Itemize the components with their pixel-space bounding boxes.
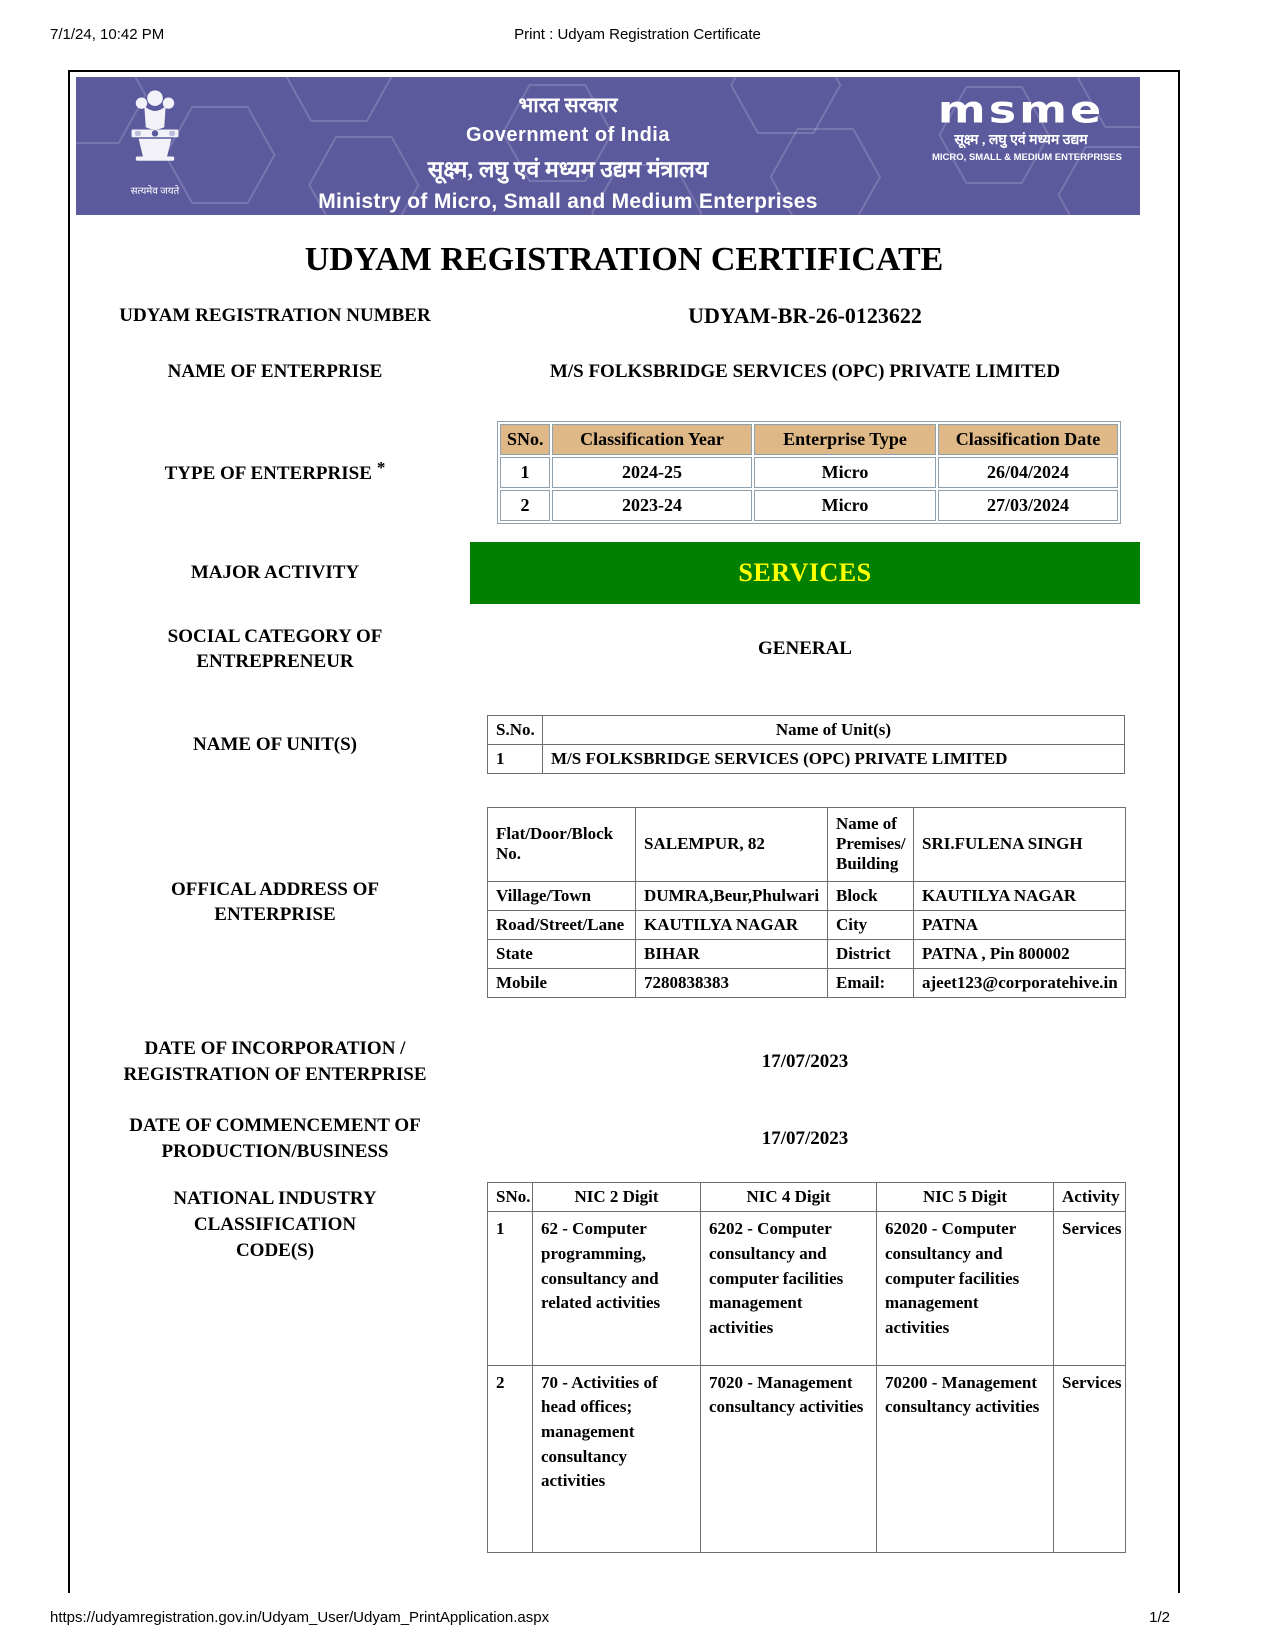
cell-label: State: [488, 939, 636, 968]
cell-sno: 1: [488, 744, 543, 773]
table-row: [488, 1212, 1126, 1365]
cell-value: BIHAR: [636, 939, 828, 968]
table-row: [500, 457, 1118, 488]
cell-value: PATNA , Pin 800002: [914, 939, 1126, 968]
ministry-banner: [76, 77, 1140, 215]
print-page-title: Print : Udyam Registration Certificate: [514, 26, 761, 43]
column-header: Classification Year: [552, 424, 752, 455]
nic-label: NATIONAL INDUSTRY CLASSIFICATION CODE(S): [173, 1188, 377, 1261]
cell-enterprise-type: Micro: [754, 457, 936, 488]
cell-date: 26/04/2024: [938, 457, 1118, 488]
emblem-motto: सत्यमेव जयते: [130, 186, 180, 197]
footer-page-number: 1/2: [1149, 1609, 1170, 1626]
enterprise-name-value: M/S FOLKSBRIDGE SERVICES (OPC) PRIVATE LIMITED: [549, 360, 1061, 382]
major-activity-banner: SERVICES: [470, 542, 1140, 604]
table-row: [500, 490, 1118, 521]
enterprise-type-table: [497, 421, 1121, 524]
table-row: [488, 1365, 1126, 1552]
units-row: [70, 715, 1178, 774]
column-header: Name of Unit(s): [543, 715, 1125, 744]
column-header: NIC 5 Digit: [877, 1183, 1054, 1212]
cell-nic5: 70200 - Management consultancy activities: [877, 1365, 1054, 1552]
social-category-row: [70, 624, 1178, 675]
table-row: [488, 910, 1126, 939]
column-header: SNo.: [488, 1183, 533, 1212]
commencement-date-row: [70, 1113, 1178, 1164]
major-activity-row: [70, 542, 1178, 604]
enterprise-name-row: [70, 359, 1178, 385]
cell-label: Block: [828, 881, 914, 910]
cell-value: SALEMPUR, 82: [636, 807, 828, 881]
cell-label: City: [828, 910, 914, 939]
msme-logo-english-line: MICRO, SMALL & MEDIUM ENTERPRISES: [932, 152, 1122, 164]
cell-nic2: 62 - Computer programming, consultancy and related activities: [533, 1212, 701, 1365]
column-header: NIC 4 Digit: [701, 1183, 877, 1212]
column-header: Classification Date: [938, 424, 1118, 455]
footer-url: https://udyamregistration.gov.in/Udyam_User/Udyam_PrintApplication.aspx: [50, 1609, 550, 1626]
units-table: [487, 715, 1125, 774]
units-label: NAME OF UNIT(S): [193, 733, 357, 755]
cell-value: 7280838383: [636, 968, 828, 997]
cell-value: DUMRA,Beur,Phulwari: [636, 881, 828, 910]
table-row: [488, 744, 1125, 773]
cell-label: Mobile: [488, 968, 636, 997]
enterprise-type-label: TYPE OF ENTERPRISE *: [164, 458, 386, 485]
column-header: Enterprise Type: [754, 424, 936, 455]
cell-value: SRI.FULENA SINGH: [914, 807, 1126, 881]
social-category-label: SOCIAL CATEGORY OF ENTREPRENEUR: [167, 625, 383, 673]
incorporation-date-row: [70, 1036, 1178, 1087]
cell-label: Name of Premises/ Building: [828, 807, 914, 881]
column-header: S.No.: [488, 715, 543, 744]
cell-nic2: 70 - Activities of head offices; management consultancy activities: [533, 1365, 701, 1552]
print-datetime: 7/1/24, 10:42 PM: [50, 26, 165, 43]
msme-logo-wordmark: msme: [937, 87, 1105, 132]
banner-text-block: [276, 91, 860, 214]
cell-label: Flat/Door/Block No.: [488, 807, 636, 881]
urn-value: UDYAM-BR-26-0123622: [688, 303, 922, 328]
certificate-title: UDYAM REGISTRATION CERTIFICATE: [304, 241, 944, 278]
column-header: NIC 2 Digit: [533, 1183, 701, 1212]
social-category-value: GENERAL: [758, 638, 852, 660]
urn-row: [70, 303, 1178, 329]
cell-label: Email:: [828, 968, 914, 997]
ministry-name-english: Ministry of Micro, Small and Medium Enterprises: [318, 190, 818, 213]
commencement-date-label: DATE OF COMMENCEMENT OF PRODUCTION/BUSINESS: [129, 1115, 421, 1162]
cell-unit-name: M/S FOLKSBRIDGE SERVICES (OPC) PRIVATE LIMITED: [543, 744, 1125, 773]
urn-label: UDYAM REGISTRATION NUMBER: [119, 305, 431, 327]
government-of-india-english: Government of India: [466, 124, 670, 146]
enterprise-name-label: NAME OF ENTERPRISE: [167, 361, 383, 382]
cell-nic4: 7020 - Management consultancy activities: [701, 1365, 877, 1552]
cell-label: Road/Street/Lane: [488, 910, 636, 939]
cell-value: KAUTILYA NAGAR: [914, 881, 1126, 910]
table-header-row: [488, 1183, 1126, 1212]
address-label: OFFICAL ADDRESS OF ENTERPRISE: [171, 878, 379, 926]
commencement-date-value: 17/07/2023: [761, 1127, 849, 1149]
major-activity-label: MAJOR ACTIVITY: [190, 561, 360, 583]
table-row: [488, 881, 1126, 910]
cell-sno: 2: [488, 1365, 533, 1552]
emblem-of-india: [116, 85, 194, 207]
table-row: [488, 968, 1126, 997]
lion-capital-icon: [123, 85, 187, 181]
cell-nic4: 6202 - Computer consultancy and computer facilities management activities: [701, 1212, 877, 1365]
incorporation-date-value: 17/07/2023: [761, 1050, 849, 1072]
cell-value: PATNA: [914, 910, 1126, 939]
msme-logo: [932, 87, 1122, 164]
cell-sno: 1: [500, 457, 550, 488]
cell-sno: 1: [488, 1212, 533, 1365]
enterprise-type-row: [70, 421, 1178, 524]
table-row: [488, 939, 1126, 968]
table-header-row: [500, 424, 1118, 455]
cell-date: 27/03/2024: [938, 490, 1118, 521]
table-header-row: [488, 715, 1125, 744]
cell-sno: 2: [500, 490, 550, 521]
ministry-name-hindi: सूक्ष्म, लघु एवं मध्यम उद्यम मंत्रालय: [427, 157, 709, 182]
address-row: [70, 807, 1178, 998]
cell-value: ajeet123@corporatehive.in: [914, 968, 1126, 997]
asterisk-marker: *: [376, 458, 386, 478]
column-header: Activity: [1054, 1183, 1126, 1212]
cell-enterprise-type: Micro: [754, 490, 936, 521]
nic-row: [70, 1182, 1178, 1552]
government-of-india-hindi: भारत सरकार: [518, 93, 618, 117]
cell-value: KAUTILYA NAGAR: [636, 910, 828, 939]
cell-nic5: 62020 - Computer consultancy and computer facilities management activities: [877, 1212, 1054, 1365]
certificate-frame: [68, 70, 1180, 1593]
cell-label: Village/Town: [488, 881, 636, 910]
address-table: [487, 807, 1126, 998]
cell-activity: Services: [1054, 1212, 1126, 1365]
cell-activity: Services: [1054, 1365, 1126, 1552]
cell-year: 2023-24: [552, 490, 752, 521]
table-row: [488, 807, 1126, 881]
cell-year: 2024-25: [552, 457, 752, 488]
msme-logo-hindi-line: सूक्ष्म , लघु एवं मध्यम उद्यम: [954, 133, 1088, 149]
column-header: SNo.: [500, 424, 550, 455]
incorporation-date-label: DATE OF INCORPORATION / REGISTRATION OF ENTERPRISE: [123, 1037, 427, 1085]
nic-table: [487, 1182, 1126, 1552]
cell-label: District: [828, 939, 914, 968]
